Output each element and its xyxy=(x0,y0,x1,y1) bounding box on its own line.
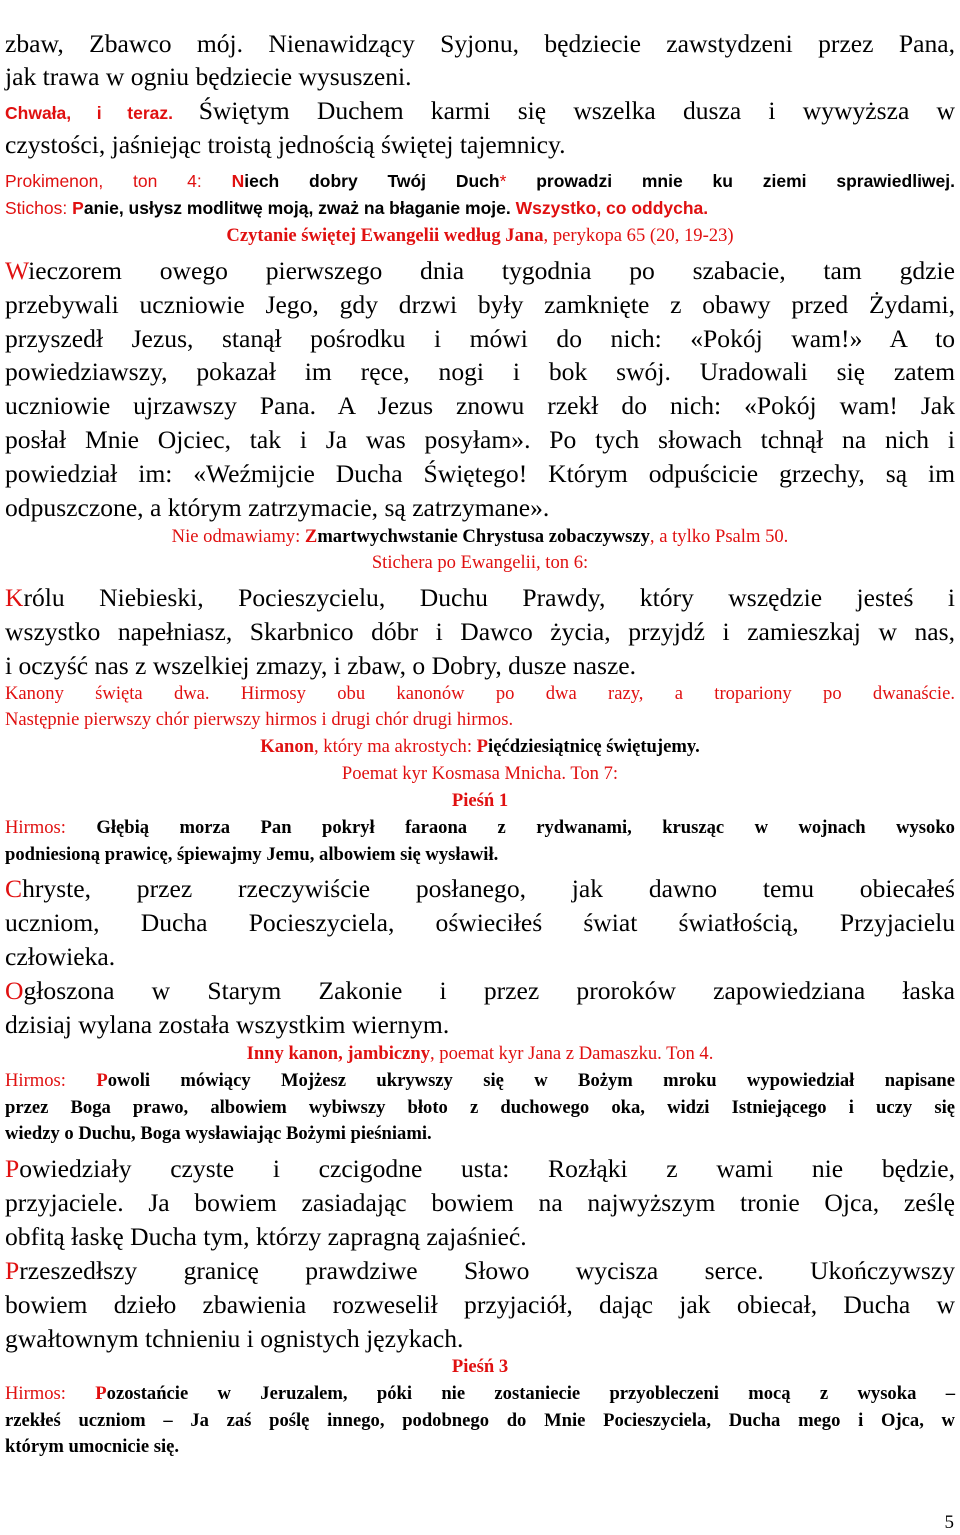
text-span: Pieśń 3 xyxy=(451,1356,509,1377)
text-line xyxy=(5,736,955,758)
text-span: gwałtownym tchnieniu i ognistych językach. xyxy=(5,1324,464,1353)
text-line xyxy=(5,357,955,387)
text-span: Z xyxy=(304,526,318,547)
text-span: odpuszczone, a którym zatrzymacie, są zatrzymane». xyxy=(5,493,550,522)
text-span: głoszona w Starym Zakonie i przez proroków zapowiedziana łaska xyxy=(23,976,955,1005)
text-span: uczniom, Ducha Pocieszyciela, oświeciłeś świat światłością, Przyjacielu xyxy=(5,908,955,937)
text-span: którym umocnicie się. xyxy=(5,1436,180,1457)
text-line xyxy=(5,1188,955,1218)
text-span: hryste, przez rzeczywiście posłanego, jak dawno temu obiecałeś xyxy=(22,874,955,903)
text-line xyxy=(5,96,955,126)
text-span: * xyxy=(499,171,507,191)
text-span: , perykopa 65 (20, 19-23) xyxy=(543,225,734,246)
text-span: zbaw, Zbawco mój. Nienawidzący Syjonu, będziecie zawstydzeni przez Pana, xyxy=(5,29,955,58)
text-span: Stichos: xyxy=(5,198,73,218)
text-span: owoli mówiący Mojżesz ukrywszy się w Bożym mroku wypowiedział napisane xyxy=(107,1070,955,1091)
text-span: czystości, jaśniejąc troistą jednością świętej tajemnicy. xyxy=(5,130,566,159)
text-span: P xyxy=(95,1383,107,1404)
text-span: Prokimenon, ton 4: xyxy=(5,171,232,191)
text-span: Kanony święta dwa. Hirmosy obu kanonów po dwa razy, a tropariony po dwanaście. xyxy=(5,683,955,704)
text-line xyxy=(5,1256,955,1286)
text-span: uczniowie ujrzawszy Pana. A Jezus znowu rzekł do nich: «Pokój wam! Jak xyxy=(5,391,955,420)
text-line xyxy=(5,1154,955,1184)
page-number: 5 xyxy=(944,1512,954,1533)
text-span: ieczorem owego pierwszego dnia tygodnia po szabacie, tam gdzie xyxy=(28,256,955,285)
text-line xyxy=(5,683,955,705)
text-line xyxy=(5,817,955,839)
text-span: martwychwstanie Chrystusa zobaczywszy xyxy=(317,526,650,547)
text-span: powiedziawszy, pokazał im ręce, nogi i bok swój. Uradowali się zatem xyxy=(5,357,955,386)
text-span: przebywali uczniowie Jego, gdy drzwi były zamknięte z obawy przed Żydami, xyxy=(5,290,955,319)
text-span: Kanon xyxy=(260,736,314,757)
text-line xyxy=(5,763,955,785)
text-line xyxy=(5,1410,955,1432)
text-span: Hirmos: xyxy=(5,1383,96,1404)
text-span: Nie odmawiamy: xyxy=(171,526,305,547)
text-span: C xyxy=(5,874,23,903)
text-span: anie, usłysz modlitwę moją, zważ na błaganie moje. xyxy=(83,198,516,218)
text-span: wszystko napełniasz, Skarbnico dóbr i Dawco życia, przyjdź i zamieszkaj w nas, xyxy=(5,617,955,646)
text-line xyxy=(5,790,955,812)
text-span: P xyxy=(5,1154,20,1183)
text-line xyxy=(5,225,955,247)
text-span: ięćdziesiątnicę świętujemy. xyxy=(488,736,700,757)
text-line xyxy=(5,874,955,904)
text-line xyxy=(5,617,955,647)
text-span: rzekłeś uczniom – Ja zaś poślę innego, podobnego do Mnie Pocieszyciela, Ducha mego i Ojca, w xyxy=(5,1410,955,1431)
text-line xyxy=(5,1222,955,1252)
text-span: obfitą łaskę Ducha tym, którzy zapragną zajaśnieć. xyxy=(5,1222,527,1251)
text-line xyxy=(5,171,955,192)
text-span: N xyxy=(231,171,245,191)
text-line xyxy=(5,1290,955,1320)
text-span: K xyxy=(5,583,24,612)
text-line xyxy=(5,1383,955,1405)
text-line xyxy=(5,583,955,613)
text-span: dzisiaj wylana została wszystkim wiernym. xyxy=(5,1010,450,1039)
text-span: P xyxy=(476,736,489,757)
text-span: przyjaciele. Ja bowiem zasiadając bowiem na najwyższym tronie Ojca, ześlę xyxy=(5,1188,955,1217)
text-line xyxy=(5,844,955,866)
text-line xyxy=(5,1356,955,1378)
text-span: P xyxy=(96,1070,108,1091)
text-span: przez Boga prawo, albowiem wybiwszy błoto z duchowego oka, widzi Istniejącego i uczy się xyxy=(5,1097,955,1118)
text-span: Stichera po Ewangelii, ton 6: xyxy=(371,552,589,573)
text-line xyxy=(5,651,955,681)
text-span: O xyxy=(5,976,24,1005)
text-span: rólu Niebieski, Pocieszycielu, Duchu Prawdy, który wszędzie jesteś i xyxy=(23,583,955,612)
text-span: powiedział im: «Weźmijcie Ducha Świętego! Którym odpuścicie grzechy, są im xyxy=(5,459,955,488)
text-line xyxy=(5,908,955,938)
text-span: owiedziały czyste i czcigodne usta: Rozłąki z wami nie będzie, xyxy=(19,1154,955,1183)
text-line xyxy=(5,1010,955,1040)
text-line xyxy=(5,976,955,1006)
text-line xyxy=(5,493,955,523)
text-span: jak trawa w ogniu będziecie wysuszeni. xyxy=(5,62,412,91)
text-line xyxy=(5,1097,955,1119)
text-line xyxy=(5,198,955,219)
text-span: podniesioną prawicę, śpiewajmy Jemu, albowiem się wysławił. xyxy=(5,844,499,865)
text-span: Poemat kyr Kosmasa Mnicha. Ton 7: xyxy=(341,763,619,784)
text-line xyxy=(5,1436,955,1458)
text-span: ozostańcie w Jeruzalem, póki nie zostaniecie przyobleczeni mocą z wysoka – xyxy=(106,1383,955,1404)
text-span: Głębią morza Pan pokrył faraona z rydwanami, krusząc w wojnach wysoko xyxy=(96,817,955,838)
text-line xyxy=(5,552,955,574)
text-line xyxy=(5,942,955,972)
text-span: Hirmos: xyxy=(5,817,97,838)
text-line xyxy=(5,290,955,320)
text-span: człowieka. xyxy=(5,942,116,971)
text-line xyxy=(5,1123,955,1145)
text-line xyxy=(5,1043,955,1065)
text-line xyxy=(5,526,955,548)
text-span: iech dobry Twój Duch xyxy=(244,171,500,191)
text-span: Następnie pierwszy chór pierwszy hirmos i drugi chór drugi hirmos. xyxy=(5,709,514,730)
text-line xyxy=(5,130,955,160)
text-line xyxy=(5,324,955,354)
text-span: Wszystko, co oddycha. xyxy=(515,198,709,218)
text-span: , poemat kyr Jana z Damaszku. Ton 4. xyxy=(430,1043,714,1064)
text-line xyxy=(5,1324,955,1354)
text-line xyxy=(5,709,955,731)
text-span: Pieśń 1 xyxy=(451,790,509,811)
text-span: prowadzi mnie ku ziemi sprawiedliwej. xyxy=(506,171,955,191)
text-span: Chwała, i teraz. xyxy=(5,103,199,123)
text-span: Hirmos: xyxy=(5,1070,97,1091)
text-span: P xyxy=(72,198,84,218)
text-span: , a tylko Psalm 50. xyxy=(649,526,789,547)
text-line xyxy=(5,29,955,59)
text-span: Świętym Duchem karmi się wszelka dusza i wywyższa w xyxy=(198,96,956,125)
text-line xyxy=(5,1070,955,1092)
text-line xyxy=(5,391,955,421)
text-span: wiedzy o Duchu, Boga wysławiając Bożymi pieśniami. xyxy=(5,1123,432,1144)
text-span: i oczyść nas z wszelkiej zmazy, i zbaw, o Dobry, dusze nasze. xyxy=(5,651,637,680)
text-span: W xyxy=(5,256,29,285)
text-span: bowiem dzieło zbawienia rozweselił przyjaciół, dając jak obiecał, Ducha w xyxy=(5,1290,955,1319)
text-span: posłał Mnie Ojciec, tak i Ja was posyłam». Po tych słowach tchnął na nich i xyxy=(5,425,955,454)
text-line xyxy=(5,425,955,455)
text-line xyxy=(5,62,955,92)
text-line xyxy=(5,459,955,489)
text-line xyxy=(5,256,955,286)
text-span: , który ma akrostych: xyxy=(314,736,477,757)
text-span: przyszedł Jezus, stanął pośrodku i mówi do nich: «Pokój wam!» A to xyxy=(5,324,955,353)
text-span: Czytanie świętej Ewangelii według Jana xyxy=(226,225,544,246)
text-span: rzeszedłszy granicę prawdziwe Słowo wycisza serce. Ukończywszy xyxy=(19,1256,955,1285)
text-span: P xyxy=(5,1256,20,1285)
text-span: Inny kanon, jambiczny xyxy=(246,1043,430,1064)
